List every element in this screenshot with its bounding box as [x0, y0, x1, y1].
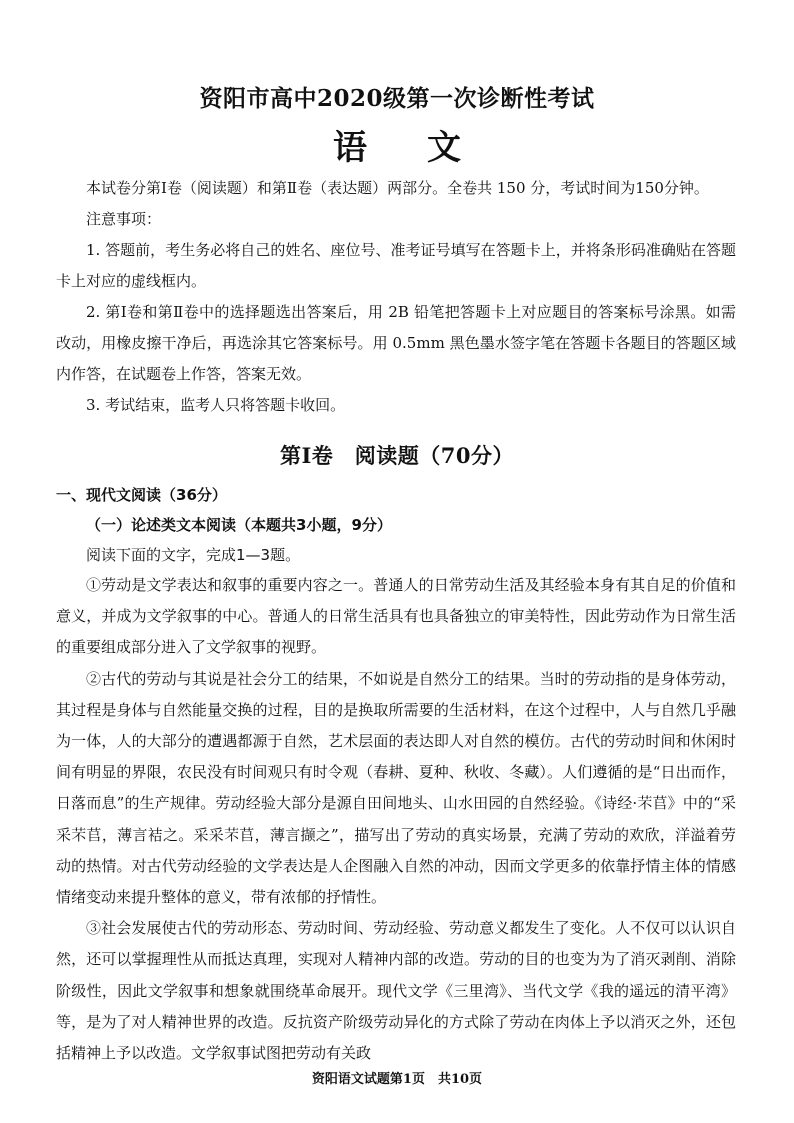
intro-paragraph: 本试卷分第Ⅰ卷（阅读题）和第Ⅱ卷（表达题）两部分。全卷共 150 分，考试时间为150分钟。: [86, 179, 709, 197]
instructions-block: [56, 173, 736, 421]
notice-heading: 注意事项：: [86, 210, 162, 228]
reading-passage: [56, 570, 736, 1069]
part-title: 一、现代文阅读（36分）: [56, 486, 227, 504]
passage-paragraph-3: ③社会发展使古代的劳动形态、劳动时间、劳动经验、劳动意义都发生了变化。人不仅可以认识自然，还可以掌握理性从而抵达真理，实现对人精神内部的改造。劳动的目的也变为为了消灭剥削、消除阶级性，因此文学叙事和想象就围绕革命展开。现代文学《三里湾》、当代文学《我的遥远的清平湾》等，是为了对人精神世界的改造。反抗资产阶级劳动异化的方式除了劳动在肉体上予以消灭之外，还包括精神上予以改造。文学叙事试图把劳动有关政: [56, 919, 736, 1063]
subpart-title: （一）论述类文本阅读（本题共3小题，9分）: [86, 516, 392, 534]
exam-title: 资阳市高中2020级第一次诊断性考试: [199, 85, 595, 112]
section-title: 第Ⅰ卷 阅读题（70分）: [279, 443, 515, 468]
notice-item-2: 2. 第Ⅰ卷和第Ⅱ卷中的选择题选出答案后，用 2B 铅笔把答题卡上对应题目的答案标号涂黑。如需改动，用橡皮擦干净后，再选涂其它答案标号。用 0.5mm 黑色墨水签字笔在答题卡各题目的答题区域内作答，在试题卷上作答，答案无效。: [56, 303, 736, 383]
reading-instruction: 阅读下面的文字，完成1—3题。: [86, 546, 301, 564]
notice-item-3: 3. 考试结束，监考人只将答题卡收回。: [86, 396, 346, 414]
passage-paragraph-1: ①劳动是文学表达和叙事的重要内容之一。普通人的日常劳动生活及其经验本身有其自足的价值和意义，并成为文学叙事的中心。普通人的日常生活具有也具备独立的审美特性，因此劳动作为日常生活的重要组成部分进入了文学叙事的视野。: [56, 576, 736, 657]
passage-paragraph-2: ②古代的劳动与其说是社会分工的结果，不如说是自然分工的结果。当时的劳动指的是身体劳动，其过程是身体与自然能量交换的过程，目的是换取所需要的生活材料，在这个过程中，人与自然几乎融为一体，人的大部分的遭遇都源于自然，艺术层面的表达即人对自然的模仿。古代的劳动时间和休闲时间有明显的界限，农民没有时间观只有时令观（春耕、夏种、秋收、冬藏）。人们遵循的是“日出而作，日落而息”的生产规律。劳动经验大部分是源自田间地头、山水田园的自然经验。《诗经·芣苢》中的“采采芣苢，薄言袺之。采采芣苢，薄言撷之”，描写出了劳动的真实场景，充满了劳动的欢欣，洋溢着劳动的热情。对古代劳动经验的文学表达是人企图融入自然的冲动，因而文学更多的依靠抒情主体的情感情绪变动来提升整体的意义，带有浓郁的抒情性。: [56, 669, 736, 907]
page-footer: 资阳语文试题第1页 共10页: [311, 1072, 483, 1087]
subject-title: 语文: [333, 128, 521, 168]
notice-item-1: 1. 答题前，考生务必将自己的姓名、座位号、准考证号填写在答题卡上，并将条形码准确贴在答题卡上对应的虚线框内。: [56, 241, 736, 290]
